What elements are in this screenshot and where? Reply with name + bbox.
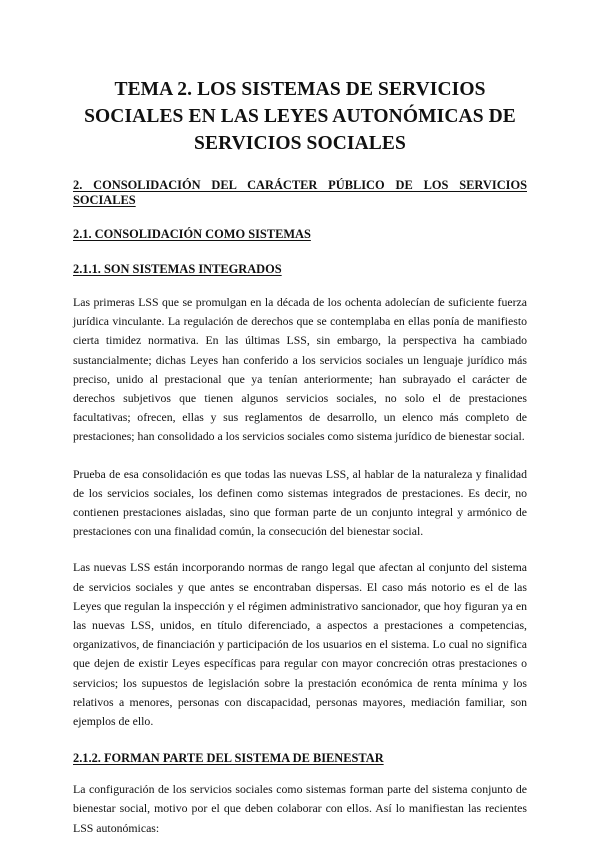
subsubsection-heading-integrated: 2.1.1. SON SISTEMAS INTEGRADOS [73,262,282,276]
document-title: TEMA 2. LOS SISTEMAS DE SERVICIOS SOCIALES EN LAS LEYES AUTONÓMICAS DE SERVICIOS SOCIALES [84,79,516,154]
paragraph: Las nuevas LSS están incorporando normas de rango legal que afectan al conjunto del sistema de servicios sociales y que antes se encontraban dispersas. El caso más notorio es el de las Leyes que regulan la inspección y el régimen administrativo sancionador, que hoy figuran ya en las nuevas LSS, unidos, en título diferenciado, a aspectos a prestaciones a competencias, organizativos, de financiación y participación de los usuarios en el sistema. Lo cual no significa que dejen de existir Leyes específicas para regular con mayor concreción otras prestaciones o servicios; los supuestos de legislación sobre la prestación económica de renta mínima y los relativos a menores, personas con discapacidad, personas mayores, mediación familiar, son ejemplos de ello. [73,560,527,729]
section-heading: 2. CONSOLIDACIÓN DEL CARÁCTER PÚBLICO DE LOS SERVICIOS SOCIALES [73,178,527,207]
subsection-heading: 2.1. CONSOLIDACIÓN COMO SISTEMAS [73,227,311,241]
paragraph: Las primeras LSS que se promulgan en la década de los ochenta adolecían de suficiente fuerza jurídica vinculante. La regulación de derechos que se contemplaba en ellas ponía de manifiesto cierta timidez normativa. En las últimas LSS, sin embargo, la perspectiva ha cambiado sustancialmente; dichas Leyes han conferido a los servicios sociales un lenguaje jurídico más preciso, unido al prestacional que ya tenían anteriormente; han subrayado el carácter de derechos subjetivos que tienen algunos servicios sociales, no solo el de prestaciones facultativas; ofrecen, ellas y sus reglamentos de desarrollo, un elenco más completo de prestaciones; han consolidado a los servicios sociales como sistema jurídico de bienestar social. [73,295,527,444]
paragraph: Prueba de esa consolidación es que todas las nuevas LSS, al hablar de la naturaleza y finalidad de los servicios sociales, los definen como sistemas integrados de prestaciones. Es decir, no contienen prestaciones aisladas, sino que forman parte de un conjunto integral y armónico de prestaciones con una finalidad común, la consecución del bienestar social. [73,466,527,539]
paragraph: La configuración de los servicios sociales como sistemas forman parte del sistema conjunto de bienestar social, motivo por el que deben colaborar con ellos. Así lo manifiestan las recientes LSS autonómicas: [73,782,527,835]
document-page [73,0,527,838]
subsubsection-heading-welfare: 2.1.2. FORMAN PARTE DEL SISTEMA DE BIENESTAR [73,751,384,766]
